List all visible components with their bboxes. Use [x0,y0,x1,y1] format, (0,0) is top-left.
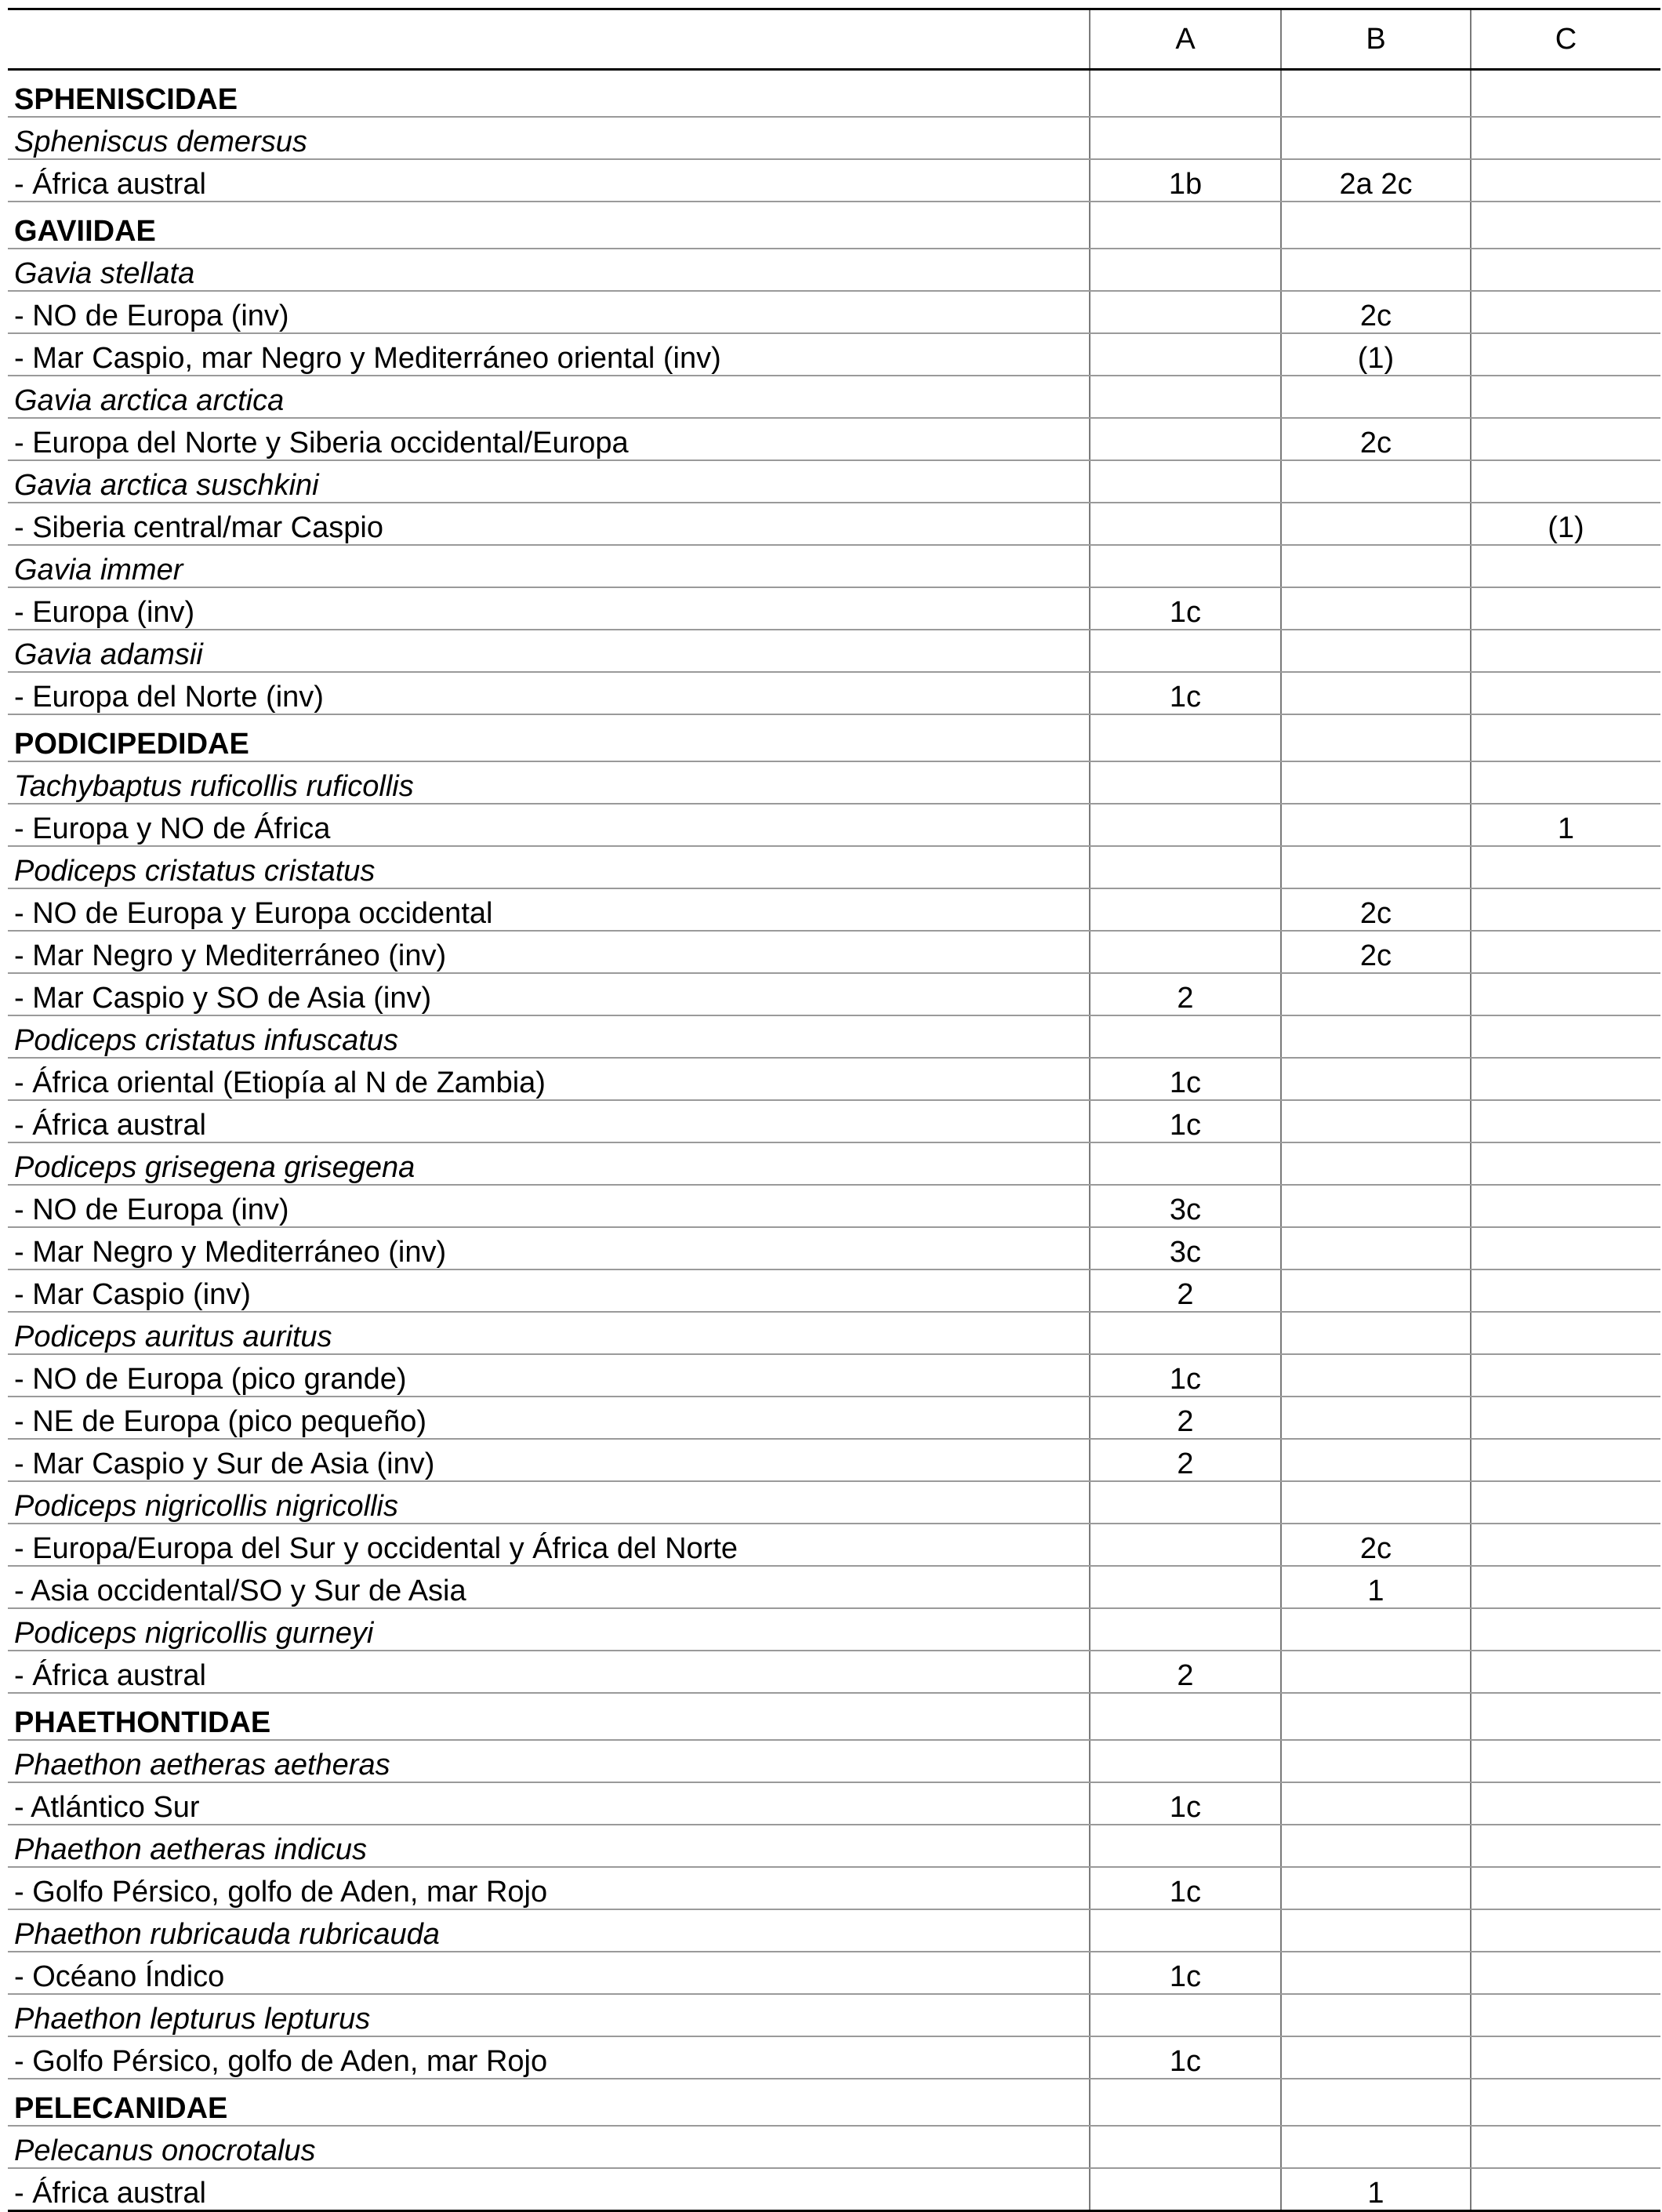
species-row [8,630,1660,672]
species-name: Podiceps nigricollis nigricollis [8,1481,1090,1524]
population-label: - Mar Caspio (inv) [8,1269,1090,1312]
cell-col-b [1281,1867,1471,1909]
cell-col-c [1471,70,1660,118]
cell-col-c [1471,333,1660,376]
cell-col-c [1471,2079,1660,2126]
species-name: Gavia immer [8,545,1090,587]
cell-col-c [1471,1312,1660,1354]
cell-col-c [1471,888,1660,931]
cell-col-b [1281,1227,1471,1269]
cell-col-a: 3c [1090,1227,1281,1269]
cell-col-c [1471,1740,1660,1782]
cell-col-a [1090,1142,1281,1185]
population-row [8,1651,1660,1693]
cell-col-b [1281,1312,1471,1354]
species-name: Podiceps grisegena grisegena [8,1142,1090,1185]
cell-col-a [1090,2079,1281,2126]
cell-col-c [1471,973,1660,1015]
species-name: Phaethon aetheras aetheras [8,1740,1090,1782]
species-name: Podiceps auritus auritus [8,1312,1090,1354]
cell-col-c: (1) [1471,503,1660,545]
species-name: Gavia adamsii [8,630,1090,672]
cell-col-b [1281,1100,1471,1142]
cell-col-b: (1) [1281,333,1471,376]
cell-col-c [1471,1397,1660,1439]
cell-col-c [1471,1524,1660,1566]
species-name: Tachybaptus ruficollis ruficollis [8,761,1090,804]
cell-col-c [1471,460,1660,503]
population-label: - NE de Europa (pico pequeño) [8,1397,1090,1439]
species-name: Podiceps cristatus infuscatus [8,1015,1090,1058]
population-row [8,1566,1660,1608]
species-name: Phaethon rubricauda rubricauda [8,1909,1090,1952]
cell-col-c [1471,545,1660,587]
population-label: - Océano Índico [8,1952,1090,1994]
cell-col-a: 1c [1090,1867,1281,1909]
cell-col-c [1471,1439,1660,1481]
population-row [8,1524,1660,1566]
species-row [8,1909,1660,1952]
cell-col-b [1281,1481,1471,1524]
cell-col-c [1471,761,1660,804]
cell-col-a [1090,804,1281,846]
header-col-c: C [1471,9,1660,70]
cell-col-a [1090,931,1281,973]
cell-col-b [1281,1058,1471,1100]
cell-col-b [1281,630,1471,672]
cell-col-c [1471,2168,1660,2211]
cell-col-c [1471,202,1660,249]
species-row [8,761,1660,804]
cell-col-a [1090,70,1281,118]
cell-col-b [1281,973,1471,1015]
cell-col-b [1281,1994,1471,2036]
cell-col-b [1281,70,1471,118]
species-table-page [8,8,1660,2212]
cell-col-a: 2 [1090,1269,1281,1312]
population-row [8,1354,1660,1397]
cell-col-b [1281,804,1471,846]
population-row [8,1227,1660,1269]
cell-col-c [1471,1354,1660,1397]
species-name: Phaethon lepturus lepturus [8,1994,1090,2036]
cell-col-a [1090,460,1281,503]
cell-col-a [1090,1608,1281,1651]
species-name: Spheniscus demersus [8,117,1090,159]
cell-col-c [1471,159,1660,202]
cell-col-b [1281,2079,1471,2126]
cell-col-c [1471,1185,1660,1227]
population-label: - NO de Europa (pico grande) [8,1354,1090,1397]
cell-col-c [1471,2036,1660,2079]
cell-col-c [1471,1994,1660,2036]
cell-col-c [1471,1058,1660,1100]
species-row [8,249,1660,291]
population-label: - África austral [8,1100,1090,1142]
population-label: - NO de Europa (inv) [8,291,1090,333]
cell-col-a [1090,630,1281,672]
population-label: - Mar Caspio y SO de Asia (inv) [8,973,1090,1015]
population-row [8,1100,1660,1142]
header-col-b: B [1281,9,1471,70]
population-label: - Asia occidental/SO y Sur de Asia [8,1566,1090,1608]
cell-col-c [1471,672,1660,714]
cell-col-b [1281,1909,1471,1952]
population-row [8,1185,1660,1227]
species-row [8,1825,1660,1867]
population-row [8,1269,1660,1312]
cell-col-b [1281,1269,1471,1312]
cell-col-a [1090,714,1281,761]
population-label: - Europa del Norte (inv) [8,672,1090,714]
cell-col-b [1281,545,1471,587]
species-row [8,117,1660,159]
cell-col-a [1090,503,1281,545]
cell-col-a [1090,1994,1281,2036]
family-row [8,714,1660,761]
cell-col-b [1281,202,1471,249]
population-row [8,888,1660,931]
species-row [8,1608,1660,1651]
population-label: - Europa y NO de África [8,804,1090,846]
cell-col-c [1471,1909,1660,1952]
cell-col-b [1281,1782,1471,1825]
species-row [8,846,1660,888]
population-label: - África austral [8,1651,1090,1693]
population-label: - Mar Caspio y Sur de Asia (inv) [8,1439,1090,1481]
cell-col-b: 2c [1281,418,1471,460]
population-row [8,1952,1660,1994]
population-label: - Mar Negro y Mediterráneo (inv) [8,931,1090,973]
population-row [8,672,1660,714]
cell-col-c [1471,1566,1660,1608]
cell-col-b [1281,1015,1471,1058]
cell-col-c [1471,1227,1660,1269]
cell-col-a [1090,1481,1281,1524]
family-name: PELECANIDAE [8,2079,1090,2126]
population-label: - NO de Europa y Europa occidental [8,888,1090,931]
species-name: Pelecanus onocrotalus [8,2126,1090,2168]
cell-col-c [1471,1269,1660,1312]
population-row [8,587,1660,630]
cell-col-b [1281,2036,1471,2079]
cell-col-b [1281,376,1471,418]
cell-col-c [1471,1651,1660,1693]
header-col-a: A [1090,9,1281,70]
cell-col-c [1471,1481,1660,1524]
population-label: - Atlántico Sur [8,1782,1090,1825]
population-row [8,2036,1660,2079]
cell-col-a: 1c [1090,1100,1281,1142]
population-label: - Siberia central/mar Caspio [8,503,1090,545]
cell-col-b: 2c [1281,931,1471,973]
population-row [8,159,1660,202]
species-name: Gavia arctica suschkini [8,460,1090,503]
cell-col-b [1281,761,1471,804]
species-row [8,1481,1660,1524]
cell-col-a [1090,888,1281,931]
population-row [8,291,1660,333]
cell-col-a [1090,1524,1281,1566]
table-body [8,70,1660,2211]
cell-col-b [1281,249,1471,291]
cell-col-b [1281,1185,1471,1227]
cell-col-a [1090,1312,1281,1354]
population-row [8,2168,1660,2211]
cell-col-c [1471,1782,1660,1825]
population-label: - África austral [8,2168,1090,2211]
cell-col-a [1090,1693,1281,1740]
cell-col-b [1281,1651,1471,1693]
species-row [8,1142,1660,1185]
family-row [8,2079,1660,2126]
cell-col-b: 2c [1281,888,1471,931]
species-row [8,1994,1660,2036]
cell-col-a: 1b [1090,159,1281,202]
cell-col-b [1281,672,1471,714]
cell-col-a: 2 [1090,1397,1281,1439]
cell-col-a [1090,418,1281,460]
species-row [8,1312,1660,1354]
cell-col-a: 1c [1090,1782,1281,1825]
cell-col-c [1471,1015,1660,1058]
header-blank-cell [8,9,1090,70]
cell-col-b [1281,1439,1471,1481]
cell-col-c [1471,117,1660,159]
species-row [8,1740,1660,1782]
population-label: - Mar Negro y Mediterráneo (inv) [8,1227,1090,1269]
cell-col-a: 2 [1090,1651,1281,1693]
cell-col-b [1281,1952,1471,1994]
cell-col-c [1471,376,1660,418]
cell-col-b [1281,503,1471,545]
cell-col-a [1090,202,1281,249]
population-label: - Mar Caspio, mar Negro y Mediterráneo oriental (inv) [8,333,1090,376]
cell-col-c [1471,1142,1660,1185]
population-label: - Golfo Pérsico, golfo de Aden, mar Rojo [8,2036,1090,2079]
cell-col-b [1281,587,1471,630]
population-row [8,931,1660,973]
cell-col-b: 1 [1281,1566,1471,1608]
cell-col-b: 2c [1281,1524,1471,1566]
population-row [8,973,1660,1015]
species-name: Gavia arctica arctica [8,376,1090,418]
cell-col-b [1281,714,1471,761]
population-row [8,1058,1660,1100]
cell-col-b [1281,460,1471,503]
cell-col-b [1281,1608,1471,1651]
species-row [8,545,1660,587]
cell-col-c [1471,846,1660,888]
cell-col-c [1471,1952,1660,1994]
cell-col-a: 1c [1090,1952,1281,1994]
cell-col-a [1090,2126,1281,2168]
cell-col-b: 2c [1281,291,1471,333]
species-name: Phaethon aetheras indicus [8,1825,1090,1867]
cell-col-b [1281,1740,1471,1782]
species-name: Gavia stellata [8,249,1090,291]
cell-col-a [1090,2168,1281,2211]
species-row [8,460,1660,503]
family-row [8,1693,1660,1740]
cell-col-c [1471,1867,1660,1909]
cell-col-c [1471,587,1660,630]
family-row [8,202,1660,249]
cell-col-a [1090,1825,1281,1867]
cell-col-a [1090,249,1281,291]
population-row [8,804,1660,846]
cell-col-a [1090,846,1281,888]
population-label: - África oriental (Etiopía al N de Zambia) [8,1058,1090,1100]
species-row [8,1015,1660,1058]
cell-col-b [1281,1142,1471,1185]
cell-col-a: 2 [1090,1439,1281,1481]
cell-col-c [1471,291,1660,333]
table-header-row [8,9,1660,70]
family-row [8,70,1660,118]
population-row [8,1782,1660,1825]
cell-col-a [1090,761,1281,804]
cell-col-a: 1c [1090,587,1281,630]
cell-col-a: 3c [1090,1185,1281,1227]
cell-col-a [1090,333,1281,376]
population-label: - Europa/Europa del Sur y occidental y África del Norte [8,1524,1090,1566]
population-label: - Europa (inv) [8,587,1090,630]
cell-col-a: 2 [1090,973,1281,1015]
family-name: PHAETHONTIDAE [8,1693,1090,1740]
cell-col-b: 1 [1281,2168,1471,2211]
species-row [8,2126,1660,2168]
cell-col-a: 1c [1090,1058,1281,1100]
cell-col-a [1090,376,1281,418]
species-name: Podiceps cristatus cristatus [8,846,1090,888]
family-name: GAVIIDAE [8,202,1090,249]
cell-col-c [1471,2126,1660,2168]
cell-col-c [1471,714,1660,761]
population-label: - NO de Europa (inv) [8,1185,1090,1227]
population-row [8,333,1660,376]
species-row [8,376,1660,418]
family-name: SPHENISCIDAE [8,70,1090,118]
population-row [8,1439,1660,1481]
cell-col-c [1471,931,1660,973]
cell-col-c [1471,630,1660,672]
cell-col-b [1281,117,1471,159]
cell-col-a [1090,1740,1281,1782]
cell-col-c [1471,249,1660,291]
population-label: - África austral [8,159,1090,202]
cell-col-a [1090,1015,1281,1058]
cell-col-b [1281,1825,1471,1867]
population-label: - Golfo Pérsico, golfo de Aden, mar Rojo [8,1867,1090,1909]
cell-col-a: 1c [1090,672,1281,714]
cell-col-b [1281,2126,1471,2168]
cell-col-a [1090,1566,1281,1608]
species-status-table [8,8,1660,2212]
cell-col-a: 1c [1090,1354,1281,1397]
cell-col-b [1281,1354,1471,1397]
cell-col-a: 1c [1090,2036,1281,2079]
population-label: - Europa del Norte y Siberia occidental/Europa [8,418,1090,460]
cell-col-a [1090,1909,1281,1952]
cell-col-b [1281,846,1471,888]
population-row [8,1867,1660,1909]
cell-col-c [1471,1100,1660,1142]
cell-col-a [1090,545,1281,587]
cell-col-a [1090,117,1281,159]
cell-col-c [1471,1608,1660,1651]
cell-col-b [1281,1693,1471,1740]
population-row [8,503,1660,545]
cell-col-b [1281,1397,1471,1439]
population-row [8,418,1660,460]
cell-col-c [1471,1825,1660,1867]
species-name: Podiceps nigricollis gurneyi [8,1608,1090,1651]
cell-col-a [1090,291,1281,333]
cell-col-c [1471,418,1660,460]
cell-col-c [1471,1693,1660,1740]
population-row [8,1397,1660,1439]
cell-col-c: 1 [1471,804,1660,846]
family-name: PODICIPEDIDAE [8,714,1090,761]
cell-col-b: 2a 2c [1281,159,1471,202]
